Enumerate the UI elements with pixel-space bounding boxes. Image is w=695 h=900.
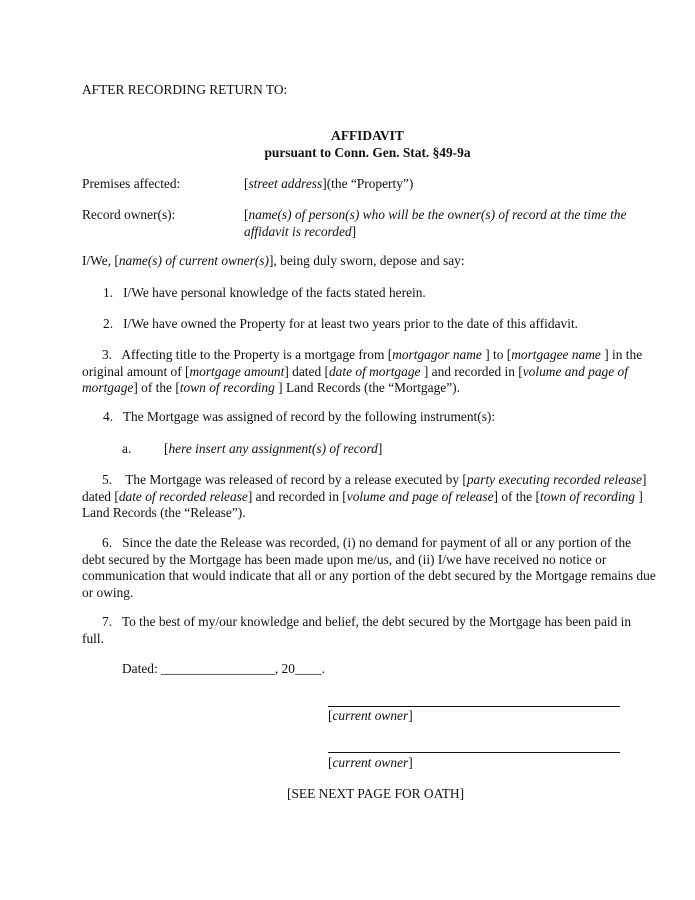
p3-text-d: ] dated [ [284, 363, 329, 379]
record-owner-value: [name(s) of person(s) who will be the owner(s) of record at the time the affidavit is recorded] [244, 207, 627, 239]
paragraph-4a-text: [here insert any assignment(s) of record] [164, 441, 383, 456]
p5-text-e: ] Land Records (the “Release”). [82, 488, 643, 520]
assignment-placeholder: here insert any assignment(s) of record [168, 441, 378, 456]
intro-prefix: I/We, [ [82, 253, 119, 268]
paragraph-7: 7. To the best of my/our knowledge and belief, the debt secured by the Mortgage has been paid in full. [82, 614, 632, 646]
premises-value: [street address](the “Property”) [244, 176, 414, 191]
paragraph-3 [82, 347, 656, 397]
return-to-heading: AFTER RECORDING RETURN TO: [82, 82, 288, 97]
p3-text-g: ] Land Records (the “Mortgage”). [274, 380, 460, 395]
p3-text-a: 3. Affecting title to the Property is a mortgage from [ [102, 347, 393, 362]
paragraph-6: 6. Since the date the Release was recorded, (i) no demand for payment of all or any portion of the debt secured by the Mortgage has been made upon me/us, and (ii) I/we have received no notice or communication that would indicate that all or any portion of the debt secured by the Mortgage remains due or owing. [82, 535, 656, 600]
p5-text-a: 5. The Mortgage was released of record by a release executed by [ [102, 472, 467, 487]
street-address-placeholder: street address [248, 176, 323, 191]
release-party-placeholder: party executing recorded release [466, 472, 642, 487]
page-subtitle: pursuant to Conn. Gen. Stat. §49-9a [264, 145, 471, 160]
intro-suffix: ], being duly sworn, depose and say: [268, 253, 465, 268]
signature-1-placeholder: current owner [332, 708, 409, 723]
mortgage-volume-placeholder: volume and page of mortgage [82, 363, 628, 395]
p5-text-b: ] dated [ [82, 472, 647, 504]
current-owner-placeholder: name(s) of current owner(s) [118, 253, 269, 268]
mortgage-town-placeholder: town of recording [179, 380, 275, 395]
p5-text-d: ] of the [ [493, 488, 540, 504]
release-volume-placeholder: volume and page of release [346, 488, 494, 504]
mortgagee-placeholder: mortgagee name [511, 347, 601, 362]
intro-paragraph [82, 253, 656, 270]
p3-text-b: ] to [ [481, 347, 512, 362]
signature-2-placeholder: current owner [332, 755, 409, 770]
release-town-placeholder: town of recording [540, 488, 635, 504]
paragraph-1: 1. I/We have personal knowledge of the facts stated herein. [103, 285, 426, 300]
signature-label-2: [current owner] [328, 755, 413, 770]
p3-text-e: ] and recorded in [ [420, 363, 523, 379]
release-date-placeholder: date of recorded release [118, 488, 248, 504]
p5-text-c: ] and recorded in [ [247, 488, 347, 504]
mortgagor-placeholder: mortgagor name [392, 347, 482, 362]
record-owner-label: Record owner(s): [82, 207, 176, 222]
paragraph-2: 2. I/We have owned the Property for at least two years prior to the date of this affidavit. [103, 316, 579, 331]
page-title: AFFIDAVIT [331, 128, 404, 143]
signature-label-1: [current owner] [328, 708, 413, 723]
property-definition: (the “Property”) [326, 176, 414, 191]
p3-text-f: ] of the [ [133, 380, 180, 395]
dated-line: Dated: _________________, 20____. [122, 661, 326, 676]
paragraph-4a-letter: a. [122, 441, 132, 456]
paragraph-5 [82, 472, 656, 522]
signature-line-1 [328, 706, 620, 707]
premises-label: Premises affected: [82, 176, 181, 191]
mortgage-amount-placeholder: mortgage amount [189, 363, 285, 379]
footer-note: [SEE NEXT PAGE FOR OATH] [287, 786, 465, 801]
record-owner-placeholder: name(s) of person(s) who will be the owner(s) of record at the time the affidavit is recorded [244, 207, 627, 239]
paragraph-4: 4. The Mortgage was assigned of record by the following instrument(s): [103, 409, 496, 424]
mortgage-date-placeholder: date of mortgage [328, 363, 421, 379]
signature-line-2 [328, 752, 620, 753]
p3-text-c: ] in the original amount of [ [82, 347, 643, 379]
